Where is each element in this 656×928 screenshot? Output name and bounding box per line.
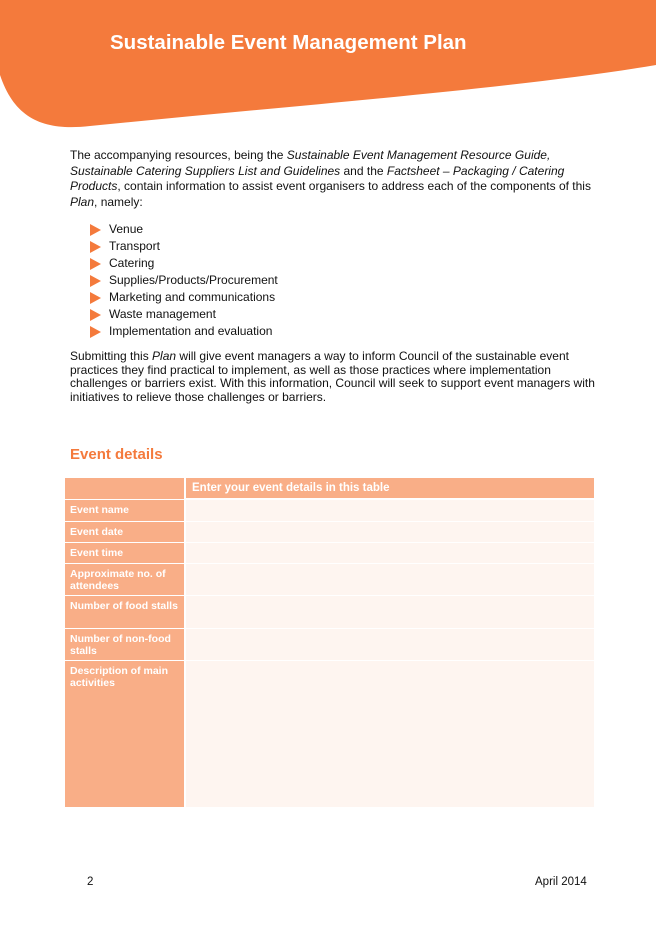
arrow-bullet-icon — [90, 241, 101, 253]
row-label: Event name — [65, 500, 186, 522]
list-item: Implementation and evaluation — [90, 323, 278, 340]
arrow-bullet-icon — [90, 326, 101, 338]
table-header-row — [65, 478, 594, 500]
arrow-bullet-icon — [90, 309, 101, 321]
event-name-field[interactable] — [186, 500, 594, 522]
event-details-heading: Event details — [70, 446, 163, 463]
list-item: Catering — [90, 255, 278, 272]
non-food-stalls-field[interactable] — [186, 629, 594, 661]
row-label: Number of non-food stalls — [65, 629, 186, 661]
arrow-bullet-icon — [90, 258, 101, 270]
table-row — [65, 629, 594, 661]
attendees-field[interactable] — [186, 564, 594, 596]
table-row — [65, 596, 594, 629]
table-row — [65, 661, 594, 808]
components-list — [90, 221, 278, 340]
list-item: Marketing and communications — [90, 289, 278, 306]
event-details-table — [65, 478, 594, 808]
table-row — [65, 543, 594, 564]
row-label: Event time — [65, 543, 186, 564]
footer-date: April 2014 — [535, 876, 587, 888]
list-item: Transport — [90, 238, 278, 255]
food-stalls-field[interactable] — [186, 596, 594, 629]
main-activities-field[interactable] — [186, 661, 594, 808]
list-item: Supplies/Products/Procurement — [90, 272, 278, 289]
arrow-bullet-icon — [90, 224, 101, 236]
table-header-corner — [65, 478, 186, 500]
row-label: Approximate no. of attendees — [65, 564, 186, 596]
event-time-field[interactable] — [186, 543, 594, 564]
closing-paragraph: Submitting this Plan will give event managers a way to inform Council of the sustainable event practices they find practical to implement, as well as those practices where implementation challenges or barriers exist. With this information, Council will seek to support event managers with initiatives to relieve those challenges or barriers. — [70, 349, 595, 404]
table-header-label: Enter your event details in this table — [186, 478, 594, 500]
arrow-bullet-icon — [90, 275, 101, 287]
row-label: Event date — [65, 522, 186, 543]
header-banner — [0, 0, 656, 135]
row-label: Description of main activities — [65, 661, 186, 808]
list-item: Waste management — [90, 306, 278, 323]
row-label: Number of food stalls — [65, 596, 186, 629]
intro-paragraph: The accompanying resources, being the Sustainable Event Management Resource Guide, Sustainable Catering Suppliers List and Guidelines and the Factsheet – Packaging / Catering Products, contain information to assist event organisers to address each of the components of this Plan, namely: — [70, 148, 591, 209]
table-row — [65, 564, 594, 596]
table-row — [65, 522, 594, 543]
arrow-bullet-icon — [90, 292, 101, 304]
page-number: 2 — [87, 876, 94, 888]
event-date-field[interactable] — [186, 522, 594, 543]
table-row — [65, 500, 594, 522]
list-item: Venue — [90, 221, 278, 238]
page-title: Sustainable Event Management Plan — [110, 31, 467, 54]
